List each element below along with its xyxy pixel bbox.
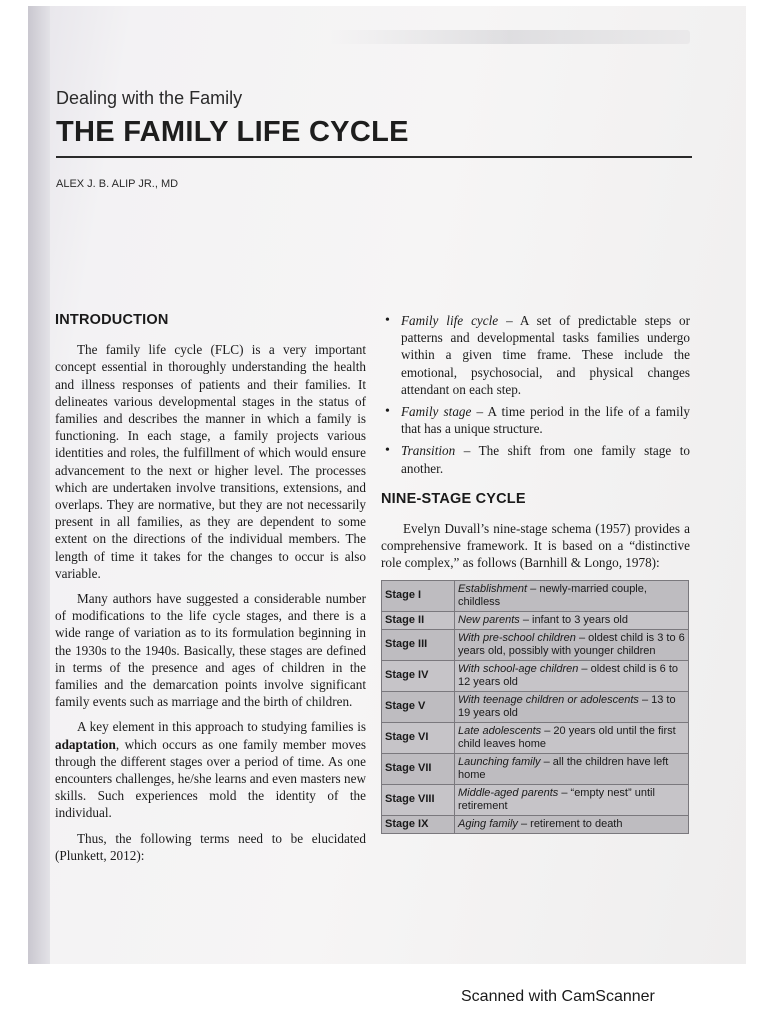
author-byline: ALEX J. B. ALIP JR., MD (56, 178, 179, 190)
stage-name: Late adolescents (458, 724, 542, 737)
stage-description (455, 753, 689, 784)
intro-paragraph-1: The family life cycle (FLC) is a very important concept essential in thoroughly understanding the health and illness responses of patients and their families. It delineates various developmental stages in the status of families and describes the manner in which a family is functioning. In each stage, a family projects various identities and roles, the fulfillment of which would ensure advancement to the next or higher level. The processes which are undertaken involve transitions, extensions, and overlaps. They are normative, but they are not necessarily present in all families, as they are dependent to some extent on the directions of the individual members. The length of time it takes for the changes to occur is also variable. (55, 342, 366, 581)
stage-detail: – 20 years old until the first child leaves home (458, 724, 676, 750)
table-row (382, 691, 689, 722)
table-row (382, 753, 689, 784)
stage-description (455, 629, 689, 660)
section-kicker: Dealing with the Family (56, 88, 243, 108)
stage-description (455, 784, 689, 815)
stage-label: Stage III (382, 629, 455, 660)
left-column (55, 312, 366, 872)
stage-name: Middle-aged parents (458, 786, 559, 799)
stage-description (455, 611, 689, 629)
stage-detail: – infant to 3 years old (519, 613, 628, 626)
stage-description (455, 815, 689, 833)
term-definition: – The shift from one family stage to another. (401, 443, 690, 476)
stage-description (455, 722, 689, 753)
stage-detail: – all the children have left home (458, 755, 669, 781)
stage-name: With teenage children or adolescents (458, 693, 639, 706)
stage-detail: – “empty nest” until retirement (458, 786, 655, 812)
nine-stage-heading: NINE-STAGE CYCLE (381, 490, 526, 507)
term-definition: – A time period in the life of a family that has a unique structure. (401, 404, 690, 437)
stage-name: Aging family (458, 817, 518, 830)
p3-text-after: , which occurs as one family member moves through the different stages over a period of time. As one encounters challenges, he/she learns and even masters new skills. Such experiences mold the identity of the individual. (55, 736, 366, 821)
right-column (381, 312, 690, 834)
title-divider (56, 156, 692, 158)
stage-description (455, 580, 689, 611)
stage-label: Stage I (382, 580, 455, 611)
stage-label: Stage IX (382, 815, 455, 833)
stage-label: Stage VI (382, 722, 455, 753)
stage-label: Stage II (382, 611, 455, 629)
nine-stage-paragraph: Evelyn Duvall’s nine-stage schema (1957) provides a comprehensive framework. It is based on a “distinctive role complex,” as follows (Barnhill & Longo, 1978): (381, 521, 690, 571)
p3-text-before: A key element in this approach to studying families is (77, 719, 366, 735)
page-spine-shadow (28, 6, 50, 964)
term-label: Family stage (401, 404, 472, 420)
stage-description (455, 660, 689, 691)
stage-name: With pre-school children (458, 631, 576, 644)
stage-detail: – newly-married couple, childless (458, 582, 647, 608)
table-row (382, 722, 689, 753)
stage-label: Stage VIII (382, 784, 455, 815)
stage-detail: – retirement to death (517, 817, 623, 830)
list-item (381, 312, 690, 398)
bleed-through-header (330, 30, 690, 44)
page-title: THE FAMILY LIFE CYCLE (56, 116, 409, 148)
terms-list (381, 312, 690, 477)
stage-description (455, 691, 689, 722)
adaptation-term: adaptation (55, 736, 116, 752)
stage-label: Stage VII (382, 753, 455, 784)
table-row (382, 784, 689, 815)
stage-name: Launching family (458, 755, 541, 768)
stage-table (381, 580, 689, 834)
table-row (382, 611, 689, 629)
stage-label: Stage V (382, 691, 455, 722)
list-item (381, 442, 690, 476)
stage-name: With school-age children (458, 662, 579, 675)
table-row (382, 660, 689, 691)
table-row (382, 580, 689, 611)
intro-paragraph-4: Thus, the following terms need to be elucidated (Plunkett, 2012): (55, 830, 366, 863)
term-label: Transition (401, 443, 456, 459)
intro-paragraph-3 (55, 718, 366, 821)
list-item (381, 403, 690, 437)
table-row (382, 815, 689, 833)
term-label: Family life cycle (401, 313, 499, 328)
introduction-heading: INTRODUCTION (55, 312, 169, 328)
stage-detail: – oldest child is 3 to 6 years old, possibly with younger children (458, 631, 685, 657)
stage-detail: – oldest child is 6 to 12 years old (458, 662, 679, 688)
table-row (382, 629, 689, 660)
stage-label: Stage IV (382, 660, 455, 691)
scanner-watermark: Scanned with CamScanner (461, 988, 655, 1005)
stage-detail: – 13 to 19 years old (458, 693, 676, 719)
intro-paragraph-2: Many authors have suggested a considerable number of modifications to the life cycle stages, and there is a wide range of variation as to its formulation beginning in the 1930s to the 1940s. Basically, these stages are defined in terms of the presence and ages of children in the families and the demarcation points involve significant family events such as marriage and the birth of children. (55, 591, 366, 710)
stage-name: Establishment (458, 582, 528, 595)
stage-name: New parents (458, 613, 520, 626)
term-definition: – A set of predictable steps or patterns and developmental tasks families undergo within a given time frame. These include the emotional, psychosocial, and physical changes attendant on each step. (401, 313, 691, 397)
